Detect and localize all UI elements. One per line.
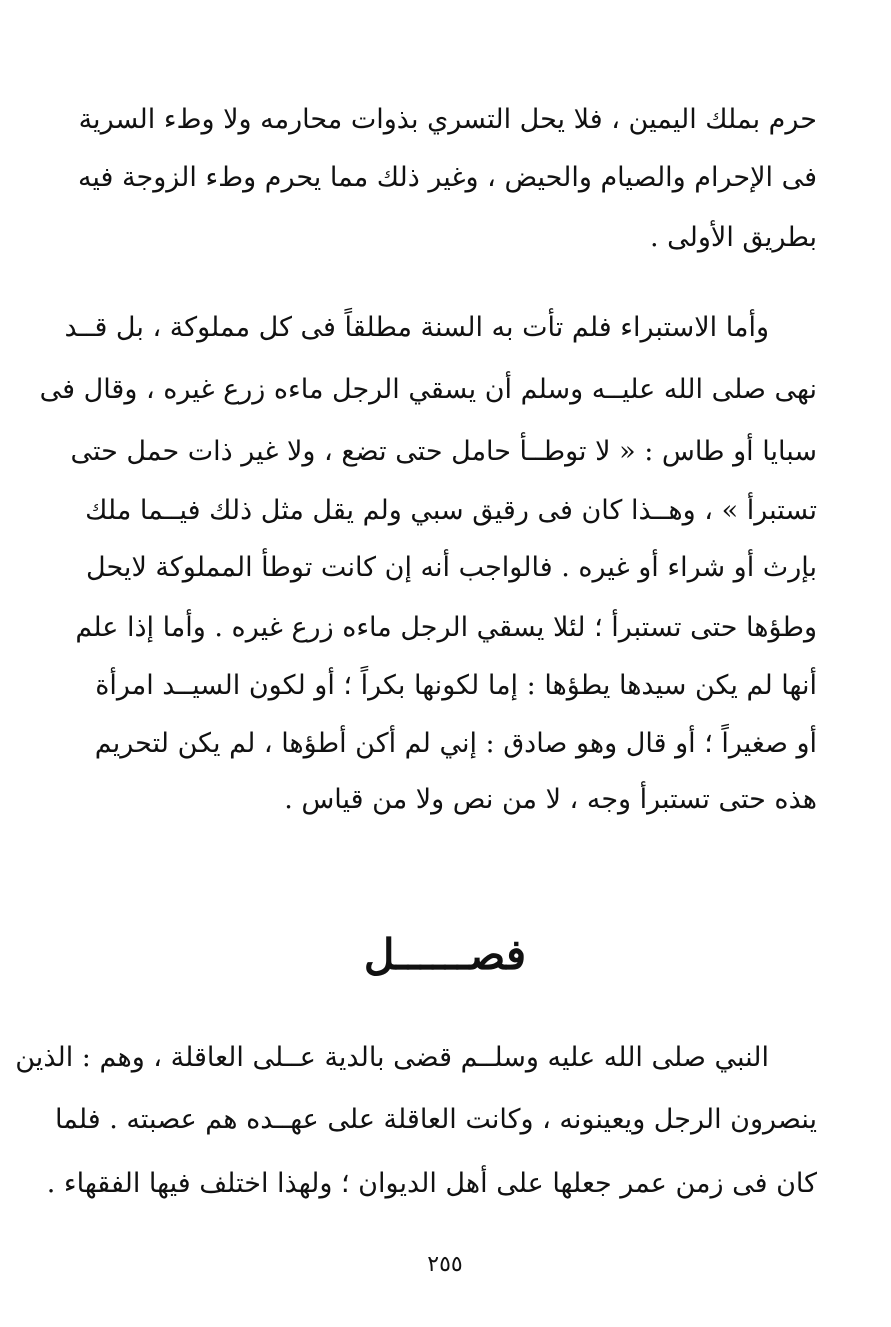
paragraph-2-line-9: هذه حتى تستبرأ وجه ، لا من نص ولا من قياس . <box>284 784 817 815</box>
paragraph-1-line-3: بطريق الأولى . <box>649 222 817 253</box>
section-paragraph-line-3: كان فى زمن عمر جعلها على أهل الديوان ؛ ولهذا اختلف فيها الفقهاء . <box>46 1168 817 1199</box>
section-heading: فصــــــل <box>363 930 527 979</box>
paragraph-1-line-1: حرم بملك اليمين ، فلا يحل التسري بذوات محارمه ولا وطء السرية <box>78 104 817 135</box>
page-number: ٢٥٥ <box>427 1252 463 1277</box>
paragraph-2-line-1: وأما الاستبراء فلم تأت به السنة مطلقاً فى كل مملوكة ، بل قــد <box>64 312 769 343</box>
section-paragraph-line-2: ينصرون الرجل ويعينونه ، وكانت العاقلة على عهــده هم عصبته . فلما <box>55 1104 817 1135</box>
paragraph-2-line-5: بإرث أو شراء أو غيره . فالواجب أنه إن كانت توطأ المملوكة لايحل <box>86 552 817 583</box>
paragraph-2-line-7: أنها لم يكن سيدها يطؤها : إما لكونها بكراً ؛ أو لكون السيــد امرأة <box>95 670 817 701</box>
paragraph-2-line-8: أو صغيراً ؛ أو قال وهو صادق : إني لم أكن أطؤها ، لم يكن لتحريم <box>94 728 817 759</box>
paragraph-2-line-4: تستبرأ » ، وهــذا كان فى رقيق سبي ولم يقل مثل ذلك فيــما ملك <box>85 495 817 526</box>
paragraph-2-line-2: نهى صلى الله عليــه وسلم أن يسقي الرجل ماءه زرع غيره ، وقال فى <box>39 374 817 405</box>
section-paragraph-line-1: النبي صلى الله عليه وسلــم قضى بالدية عــلى العاقلة ، وهم : الذين <box>15 1042 769 1073</box>
paragraph-2-line-3: سبايا أو طاس : « لا توطــأ حامل حتى تضع ، ولا غير ذات حمل حتى <box>70 436 817 467</box>
paragraph-1-line-2: فى الإحرام والصيام والحيض ، وغير ذلك مما يحرم وطء الزوجة فيه <box>77 162 817 193</box>
paragraph-2-line-6: وطؤها حتى تستبرأ ؛ لئلا يسقي الرجل ماءه زرع غيره . وأما إذا علم <box>75 612 817 643</box>
